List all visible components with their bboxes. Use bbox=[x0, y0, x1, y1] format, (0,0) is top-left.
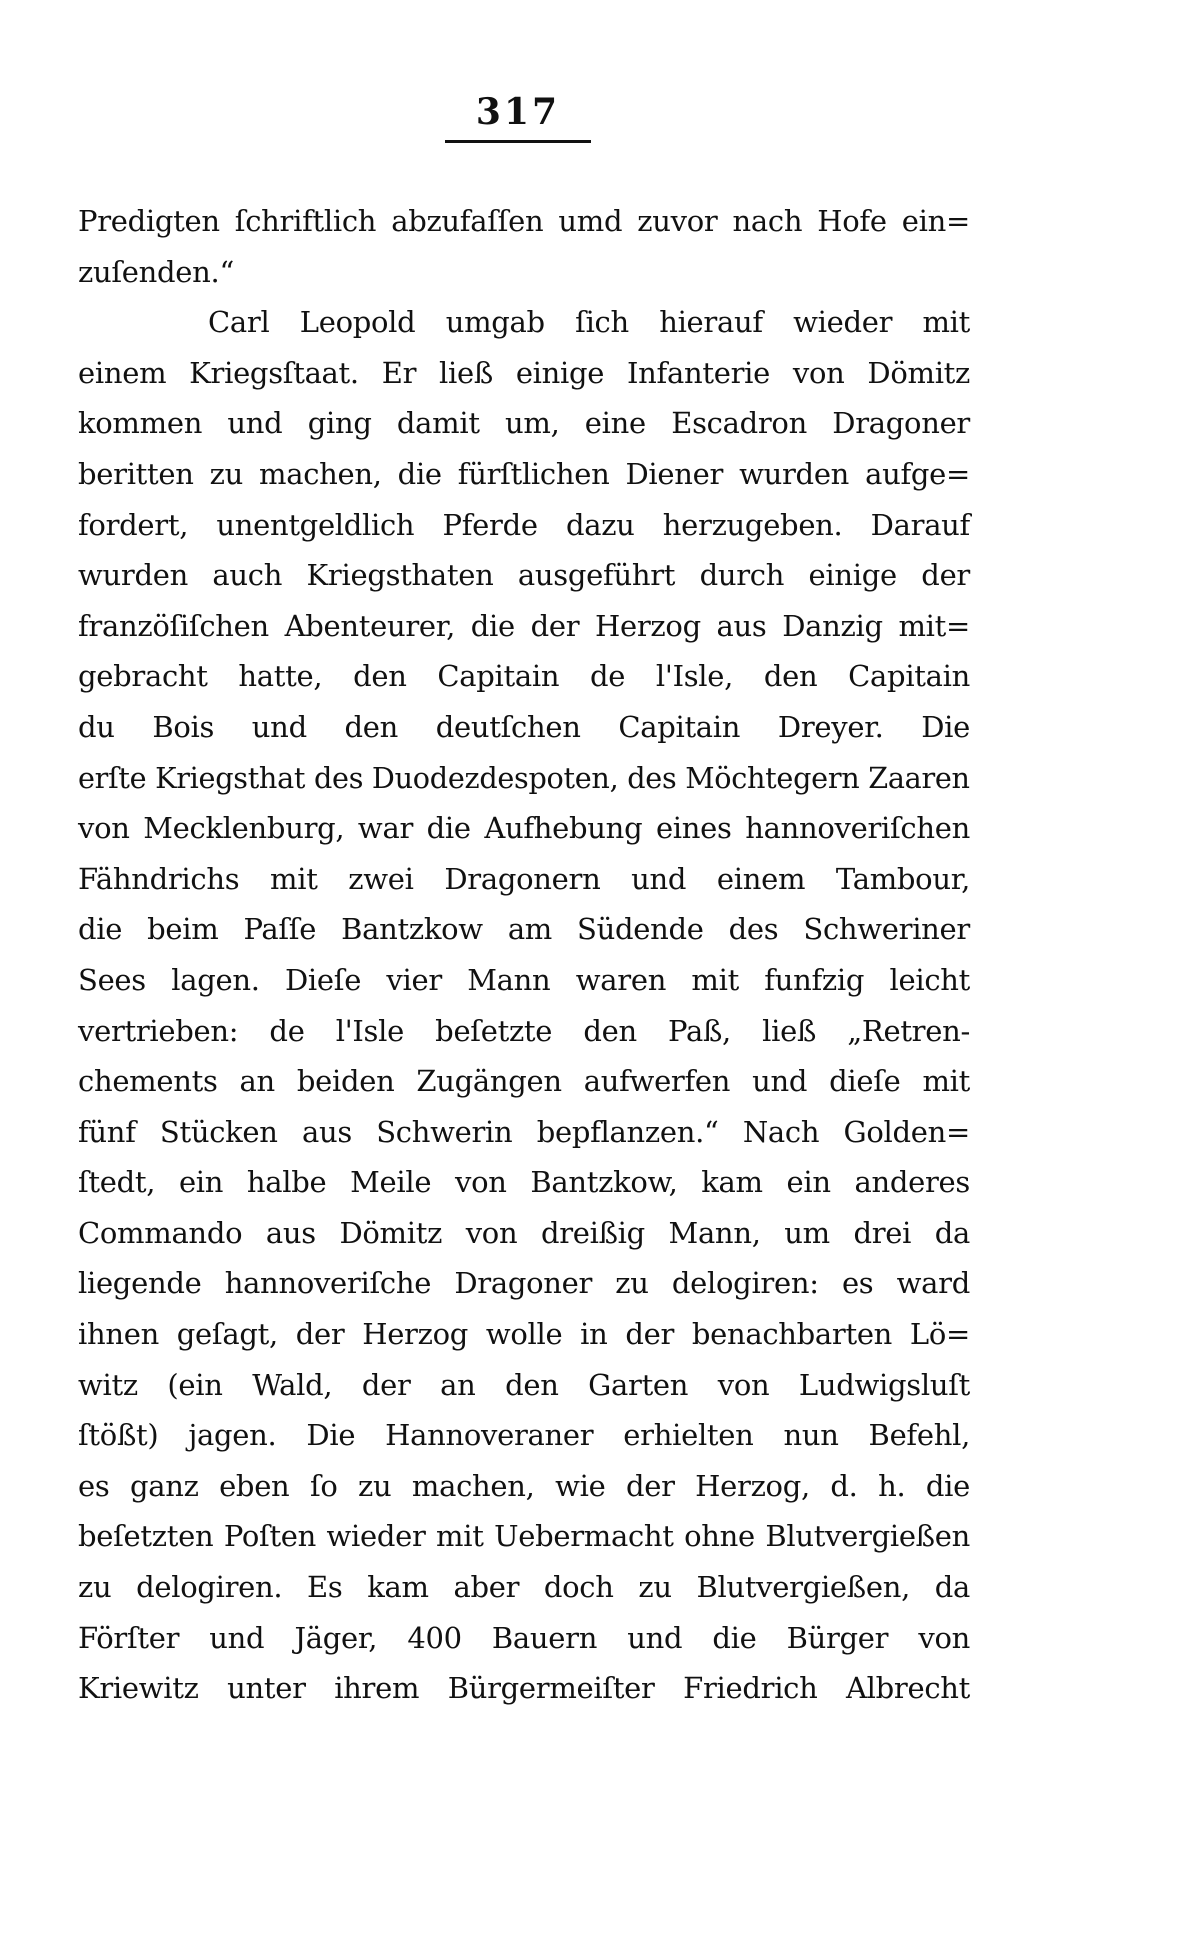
text-line: franzöſiſchen Abenteurer, die der Herzog aus Danzig mit= bbox=[78, 608, 970, 643]
text-line: Fähndrichs mit zwei Dragonern und einem Tambour, bbox=[78, 861, 970, 896]
text-line: beſetzten Poſten wieder mit Uebermacht ohne Blutvergießen bbox=[78, 1519, 970, 1554]
text-line: kommen und ging damit um, eine Escadron Dragoner bbox=[78, 406, 970, 441]
text-line: Kriewitz unter ihrem Bürgermeiſter Friedrich Albrecht bbox=[78, 1671, 970, 1706]
text-line: gebracht hatte, den Capitain de l'Isle, den Capitain bbox=[78, 659, 970, 694]
text-line: die beim Paſſe Bantzkow am Südende des Schweriner bbox=[78, 912, 970, 947]
text-line: chements an beiden Zugängen aufwerfen und dieſe mit bbox=[78, 1064, 970, 1099]
text-line: zuſenden.“ bbox=[78, 254, 234, 289]
text-line: ihnen geſagt, der Herzog wolle in der benachbarten Lö= bbox=[78, 1317, 970, 1352]
text-line: Carl Leopold umgab ſich hierauf wieder mit bbox=[208, 305, 970, 340]
text-line: ſtedt, ein halbe Meile von Bantzkow, kam ein anderes bbox=[78, 1165, 970, 1200]
text-line: fünf Stücken aus Schwerin bepflanzen.“ Nach Golden= bbox=[78, 1114, 970, 1149]
text-line: ſtößt) jagen. Die Hannoveraner erhielten nun Befehl, bbox=[78, 1418, 970, 1453]
page-header bbox=[445, 92, 591, 132]
text-line: liegende hannoveriſche Dragoner zu delogiren: es ward bbox=[78, 1266, 970, 1301]
text-line: Förſter und Jäger, 400 Bauern und die Bürger von bbox=[78, 1620, 970, 1655]
text-line: wurden auch Kriegsthaten ausgeführt durch einige der bbox=[78, 558, 970, 593]
page-number: 317 bbox=[475, 91, 561, 133]
text-line: Commando aus Dömitz von dreißig Mann, um drei da bbox=[78, 1215, 970, 1250]
page-number-rule bbox=[445, 140, 591, 143]
text-line: fordert, unentgeldlich Pferde dazu herzugeben. Darauf bbox=[78, 507, 970, 542]
body-text bbox=[78, 196, 970, 1714]
text-line: zu delogiren. Es kam aber doch zu Blutvergießen, da bbox=[78, 1570, 970, 1605]
text-line: es ganz eben ſo zu machen, wie der Herzog, d. h. die bbox=[78, 1468, 970, 1503]
text-line: Predigten ſchriftlich abzufaſſen umd zuvor nach Hofe ein= bbox=[78, 204, 970, 238]
text-line: Sees lagen. Dieſe vier Mann waren mit funfzig leicht bbox=[78, 962, 970, 997]
text-line: du Bois und den deutſchen Capitain Dreyer. Die bbox=[78, 709, 970, 744]
text-line: von Mecklenburg, war die Aufhebung eines hannoveriſchen bbox=[78, 811, 970, 846]
text-line: witz (ein Wald, der an den Garten von Ludwigsluſt bbox=[78, 1367, 970, 1402]
text-line: vertrieben: de l'Isle beſetzte den Paß, ließ „Retren- bbox=[78, 1013, 970, 1048]
text-line: einem Kriegsſtaat. Er ließ einige Infanterie von Dömitz bbox=[78, 355, 970, 390]
text-line: erſte Kriegsthat des Duodezdespoten, des Möchtegern Zaaren bbox=[78, 760, 970, 795]
text-line: beritten zu machen, die fürſtlichen Diener wurden aufge= bbox=[78, 456, 970, 491]
